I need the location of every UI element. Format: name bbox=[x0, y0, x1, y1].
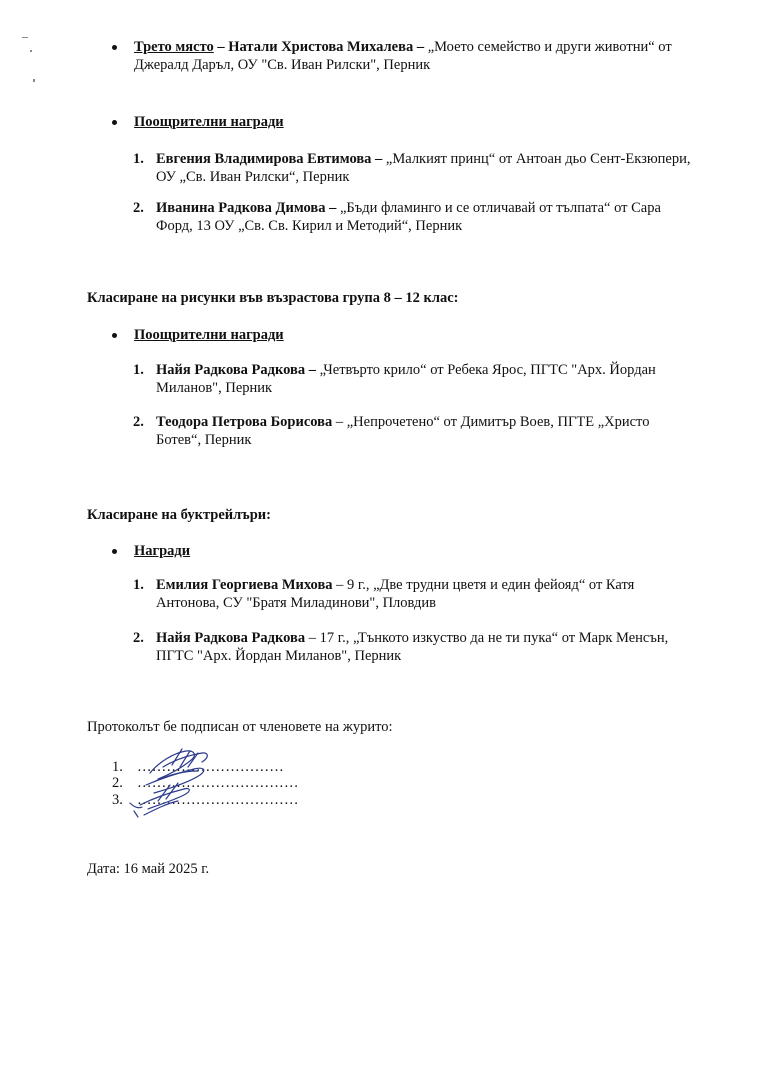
booktrailers-awards-heading bbox=[112, 542, 712, 560]
protocol-text: Протоколът бе подписан от членовете на журито: bbox=[87, 719, 393, 735]
item-name: Теодора Петрова Борисова bbox=[156, 414, 333, 430]
third-place-name: Натали Христова Михалева – bbox=[228, 39, 425, 55]
third-place-work: „Моето семейство и други животни“ от bbox=[427, 39, 672, 55]
signature-dots: …………………………… bbox=[137, 792, 299, 808]
third-place-entry: Трето място – Натали Христова Михалева – „Моето семейство и други животни“ от Джералд Даръл, ОУ "Св. Иван Рилски", Перник bbox=[112, 38, 712, 74]
item-name: Евгения Владимирова Евтимова – bbox=[156, 151, 383, 167]
item-number: 1. bbox=[133, 362, 144, 378]
item-line2: Ботев“, Перник bbox=[156, 432, 252, 448]
signature-number: 2. bbox=[112, 775, 123, 791]
item-work: „Малкият принц“ от Антоан дьо Сент-Екзюпери, bbox=[385, 151, 691, 167]
third-place-line2: Джералд Даръл, ОУ "Св. Иван Рилски", Перник bbox=[134, 57, 431, 73]
signature-number: 3. bbox=[112, 792, 123, 808]
item-name: Найя Радкова Радкова – bbox=[156, 362, 317, 378]
third-place-label: Трето място bbox=[134, 39, 214, 55]
list-item bbox=[133, 150, 713, 186]
list-item bbox=[133, 576, 713, 612]
bullet-icon bbox=[112, 45, 117, 50]
booktrailers-heading: Класиране на буктрейлъри: bbox=[87, 507, 271, 523]
item-work: „Бъди фламинго и се отличавай от тълпата“ от Сара bbox=[339, 200, 661, 216]
item-work: – „Непрочетено“ от Димитър Воев, ПГТЕ „Христо bbox=[335, 414, 650, 430]
item-work: – 17 г., „Тънкото изкуство да не ти пука“ от Марк Менсън, bbox=[308, 630, 669, 646]
scan-speck bbox=[30, 50, 32, 52]
item-line2: Миланов", Перник bbox=[156, 380, 273, 396]
document-date: Дата: 16 май 2025 г. bbox=[87, 861, 210, 877]
drawings-awards-heading bbox=[112, 326, 712, 344]
scan-speck bbox=[33, 79, 35, 82]
item-name: Найя Радкова Радкова bbox=[156, 630, 306, 646]
item-number: 1. bbox=[133, 577, 144, 593]
booktrailers-awards-label: Награди bbox=[134, 543, 191, 559]
bullet-icon bbox=[112, 120, 117, 125]
item-number: 2. bbox=[133, 414, 144, 430]
bullet-icon bbox=[112, 549, 117, 554]
item-number: 2. bbox=[133, 200, 144, 216]
signature-dots: ………………………… bbox=[137, 759, 284, 775]
encouragement-heading bbox=[112, 113, 712, 131]
item-line2: Антонова, СУ "Братя Миладинови", Пловдив bbox=[156, 595, 437, 611]
list-item bbox=[133, 629, 713, 665]
item-line2: ОУ „Св. Иван Рилски“, Перник bbox=[156, 169, 350, 185]
item-line2: Форд, 13 ОУ „Св. Св. Кирил и Методий“, Перник bbox=[156, 218, 463, 234]
handwritten-signature-icon bbox=[128, 745, 238, 820]
item-number: 2. bbox=[133, 630, 144, 646]
item-work: – 9 г., „Две трудни цветя и един фейояд“ от Катя bbox=[336, 577, 635, 593]
item-line2: ПГТС "Арх. Йордан Миланов", Перник bbox=[156, 648, 402, 664]
signature-dots: …………………………… bbox=[137, 775, 299, 791]
drawings-heading: Класиране на рисунки във възрастова група 8 – 12 клас: bbox=[87, 290, 459, 306]
scan-speck bbox=[22, 37, 28, 38]
drawings-awards-label: Поощрителни награди bbox=[134, 327, 284, 343]
list-item bbox=[133, 361, 713, 397]
signature-number: 1. bbox=[112, 759, 123, 775]
list-item bbox=[133, 199, 713, 235]
item-number: 1. bbox=[133, 151, 144, 167]
list-item bbox=[133, 413, 713, 449]
item-name: Емилия Георгиева Михова bbox=[156, 577, 333, 593]
encouragement-label: Поощрителни награди bbox=[134, 114, 284, 130]
bullet-icon bbox=[112, 333, 117, 338]
item-work: „Четвърто крило“ от Ребека Ярос, ПГТС "Арх. Йордан bbox=[319, 362, 656, 378]
item-name: Иванина Радкова Димова – bbox=[156, 200, 337, 216]
